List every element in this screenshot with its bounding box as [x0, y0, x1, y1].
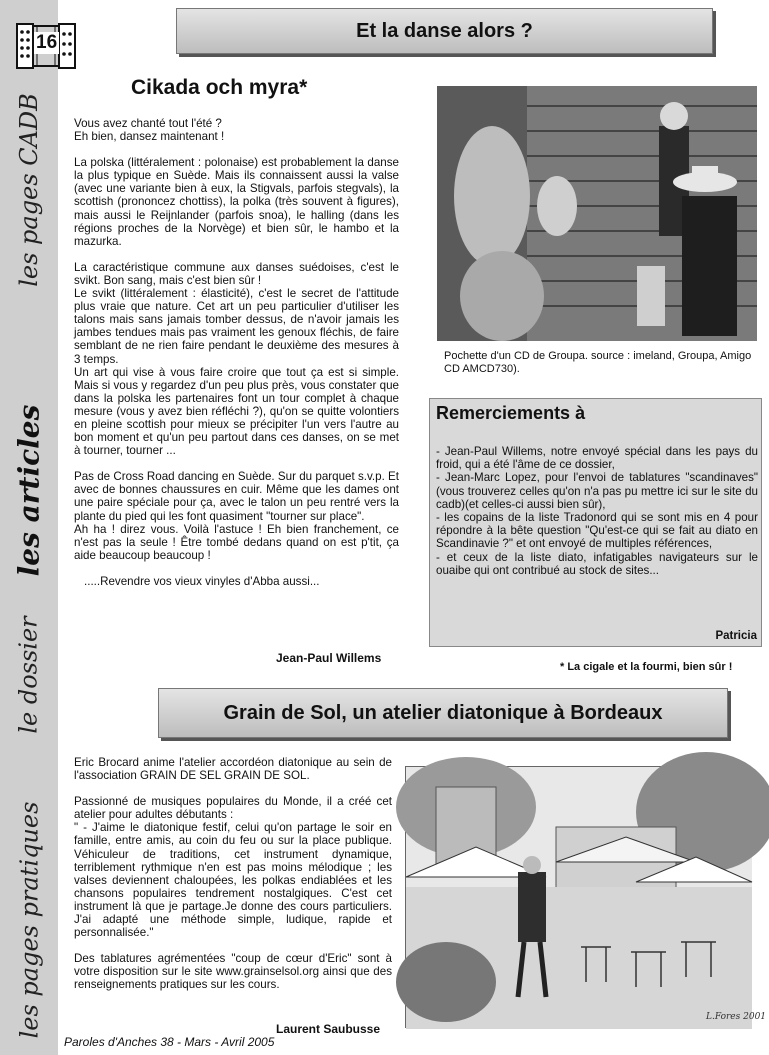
- article-paragraph: Pas de Cross Road dancing en Suède. Sur du parquet s.v.p. Et avec de bonnes chaussures en cuir. Même que les dames ont une paire spéciale pour ça, avec le talon un peu rentré vers la plante du pied qui les font quasiment "tourner sur place".: [74, 470, 399, 523]
- thanks-list: [436, 445, 758, 577]
- thanks-title: Remerciements à: [436, 403, 586, 423]
- grain-paragraph: Eric Brocard anime l'atelier accordéon diatonique au sein de l'association GRAIN DE SEL GRAIN DE SOL.: [74, 756, 392, 783]
- thanks-item: - Jean-Marc Lopez, pour l'envoi de tablatures "scandinaves" (vous trouverez celles qu'on n'a pas pu mettre ici sur le site du cadb)(et celles-ci aussi bien sûr),: [436, 471, 758, 511]
- page-footer: Paroles d'Anches 38 - Mars - Avril 2005: [64, 1035, 275, 1049]
- drawing-signature: L.Fores 2001: [706, 1012, 767, 1022]
- thanks-item: - les copains de la liste Tradonord qui se sont mis en 4 pour répondre à la bête question "Qu'est-ce qui se fait au diato en Scandinavie ?" et ont envoyé de multiples références,: [436, 511, 758, 551]
- grain-paragraph: " - J'aime le diatonique festif, celui qu'on partage le soir en famille, entre amis, au coin du feu ou sur la place publique. Véhiculeur de traditions, cet instrument dynamique, terriblement rythmique n'en est pas moins mélodique ; les valses deviennent chaloupées, les polkas endiablées et les chansons populaires tendrement nostalgiques. C'est cet instrument là que je partage.Je donne des cours particuliers. J'ai adapté une méthode simple, ludique, rapide et personnalisée.": [74, 821, 392, 940]
- article-paragraph: Ah ha ! direz vous. Voilà l'astuce ! Eh bien franchement, ce n'est pas la seule ! Être tombé dedans quand on est p'tit, ça aide beaucoup beaucoup !: [74, 522, 399, 562]
- grain-body: [74, 756, 392, 1005]
- grain-author: Laurent Saubusse: [276, 1022, 381, 1036]
- article-author: Jean-Paul Willems: [276, 651, 382, 665]
- dossier-banner: Et la danse alors ?: [176, 8, 713, 54]
- square-drawing: [405, 766, 767, 1028]
- article-paragraph: La caractéristique commune aux danses suédoises, c'est le svikt. Bon sang, mais c'est bien sûr !: [74, 260, 399, 287]
- side-label-pages-pratiques: les pages pratiques: [15, 801, 43, 1039]
- thanks-signature: Patricia: [715, 630, 757, 642]
- cd-cover-illustration: [437, 86, 757, 341]
- cafe-terrace-illustration: [406, 767, 767, 1029]
- article-paragraph: .....Revendre vos vieux vinyles d'Abba aussi...: [84, 574, 320, 588]
- cd-cover-photo: [437, 86, 757, 341]
- grain-paragraph: Passionné de musiques populaires du Monde, il a créé cet atelier pour adultes débutants :: [74, 795, 392, 822]
- side-label-articles: les articles: [12, 404, 46, 576]
- thanks-box: [429, 398, 762, 647]
- article-paragraph: Vous avez chanté tout l'été ?: [74, 117, 222, 130]
- thanks-item: - Jean-Paul Willems, notre envoyé spécial dans les pays du froid, qui a été l'âme de ce dossier,: [436, 445, 758, 472]
- article-paragraph: Le svikt (littéralement : élasticité), c'est le secret de l'attitude plus vraie que nature. Cet art un peu particulier d'utiliser les talons mais sans jamais tomber dessus, de n'avoir jamais les jambes tendues mais pas vraiment les genoux fléchis, de faire semblant de ne rien faire pendant le deuxième des mesures à 3 temps.: [74, 287, 399, 366]
- article-paragraph: Un art qui vise à vous faire croire que tout ça est si simple. Mais si vous y regardez d'un peu plus près, vous constater que dans la polska les partenaires font un tour complet à chaque mesure (vous y avez bien réfléchi ?), qu'on se quitte volontiers en pleine scottish pour mieux se précipiter l'un vers l'autre au bon moment et qu'un peu partout dans ces danses, on se met à tourner, tourner ...: [74, 365, 399, 458]
- side-strip: [0, 0, 58, 1055]
- side-label-dossier: le dossier: [15, 616, 43, 734]
- thanks-item: - et ceux de la liste diato, infatigables navigateurs sur le ouaibe qui ont contribué au stock de sites...: [436, 550, 758, 577]
- article-body: [74, 117, 399, 601]
- article-title: Cikada och myra*: [131, 76, 308, 99]
- side-label-pages-cadb: les pages CADB: [15, 93, 43, 287]
- page-number-badge: [14, 20, 78, 72]
- article-paragraph: La polska (littéralement : polonaise) est probablement la danse la plus typique en Suède. Mais ils connaissent aussi la valse (avec une variante bien à eux, la Stigvals, parfois stegvals), la scottish (prononcez chottiss), la polka (très souvent à figures), mais aussi le Reijnlander (parfois snoa), le halling (dans les régions proches de la Norvège) et bien sûr, le hambo et la mazurka.: [74, 156, 399, 248]
- page-number: 16: [36, 32, 58, 53]
- grain-paragraph: Des tablatures agrémentées "coup de cœur d'Eric" sont à votre disposition sur le site www.grainselsol.org ainsi que des renseignements pratiques sur les cours.: [74, 952, 392, 992]
- article-paragraph: Eh bien, dansez maintenant !: [74, 130, 225, 144]
- footnote: * La cigale et la fourmi, bien sûr !: [560, 661, 733, 673]
- grain-banner: Grain de Sol, un atelier diatonique à Bordeaux: [158, 688, 728, 738]
- cd-cover-caption: Pochette d'un CD de Groupa. source : imeland, Groupa, Amigo CD AMCD730).: [444, 350, 752, 375]
